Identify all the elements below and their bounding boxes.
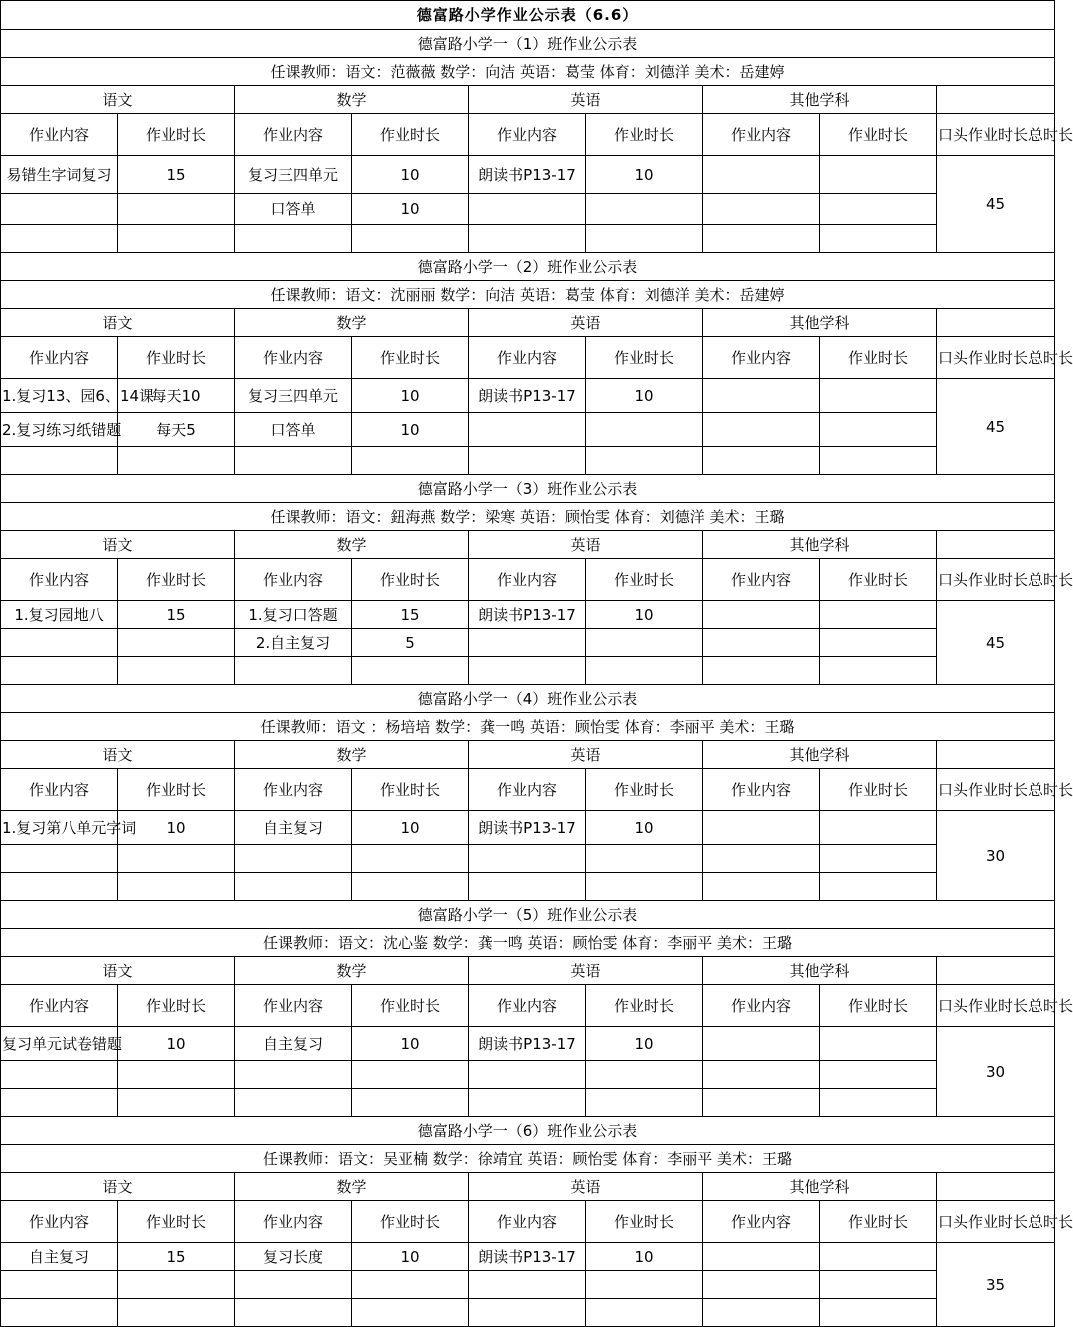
- duration-header: 作业时长: [352, 559, 469, 601]
- table-cell: [469, 1061, 586, 1089]
- table-cell: 10: [586, 1027, 703, 1061]
- table-cell: 15: [352, 601, 469, 629]
- duration-header: 作业时长: [118, 114, 235, 156]
- content-header: 作业内容: [469, 769, 586, 811]
- table-cell: 10: [352, 379, 469, 413]
- table-cell: [352, 447, 469, 475]
- subject-header: 语文: [1, 741, 235, 769]
- duration-header: 作业时长: [820, 559, 937, 601]
- subject-header: 数学: [235, 309, 469, 337]
- table-cell: [118, 447, 235, 475]
- content-header: 作业内容: [469, 985, 586, 1027]
- duration-header: 作业时长: [586, 114, 703, 156]
- duration-header: 作业时长: [820, 769, 937, 811]
- teacher-list: 任课教师：语文：沈丽丽 数学：向洁 英语：葛莹 体育：刘德洋 美术：岳建婷: [1, 281, 1055, 309]
- table-cell: [586, 194, 703, 225]
- table-cell: [820, 225, 937, 253]
- duration-header: 作业时长: [352, 985, 469, 1027]
- table-cell: [820, 1061, 937, 1089]
- content-header: 作业内容: [1, 769, 118, 811]
- class-title: 德富路小学一（1）班作业公示表: [1, 30, 1055, 58]
- table-cell: [820, 447, 937, 475]
- table-cell: [586, 1089, 703, 1117]
- content-header: 作业内容: [703, 114, 820, 156]
- table-cell: [1, 1089, 118, 1117]
- table-cell: [820, 156, 937, 194]
- table-cell: [586, 447, 703, 475]
- blank-header-cell: [937, 957, 1055, 985]
- table-cell: [820, 601, 937, 629]
- subject-header: 英语: [469, 957, 703, 985]
- subject-header: 语文: [1, 957, 235, 985]
- table-cell: 2.复习练习纸错题: [1, 413, 118, 447]
- duration-header: 作业时长: [586, 769, 703, 811]
- table-cell: 朗读书P13-17: [469, 156, 586, 194]
- table-cell: [1, 447, 118, 475]
- duration-header: 作业时长: [820, 114, 937, 156]
- oral-total-value: 30: [937, 811, 1055, 901]
- table-cell: [118, 1061, 235, 1089]
- table-cell: 10: [586, 1243, 703, 1271]
- subject-header: 英语: [469, 531, 703, 559]
- table-cell: [703, 194, 820, 225]
- table-cell: [469, 873, 586, 901]
- table-cell: [235, 1299, 352, 1327]
- subject-header: 数学: [235, 741, 469, 769]
- oral-total-header: 口头作业时长总时长: [937, 769, 1055, 811]
- duration-header: 作业时长: [352, 337, 469, 379]
- table-cell: 自主复习: [235, 811, 352, 845]
- table-cell: [820, 194, 937, 225]
- oral-total-header: 口头作业时长总时长: [937, 337, 1055, 379]
- duration-header: 作业时长: [352, 114, 469, 156]
- table-cell: [586, 845, 703, 873]
- content-header: 作业内容: [1, 114, 118, 156]
- oral-total-header: 口头作业时长总时长: [937, 985, 1055, 1027]
- subject-header: 语文: [1, 1173, 235, 1201]
- table-cell: 每天10: [118, 379, 235, 413]
- table-cell: [703, 1027, 820, 1061]
- content-header: 作业内容: [703, 985, 820, 1027]
- table-cell: 10: [352, 413, 469, 447]
- table-cell: [703, 1061, 820, 1089]
- table-cell: [820, 1271, 937, 1299]
- table-cell: [703, 629, 820, 657]
- content-header: 作业内容: [703, 559, 820, 601]
- table-cell: 10: [352, 1027, 469, 1061]
- table-cell: 1.复习13、园6、14课: [1, 379, 118, 413]
- blank-header-cell: [937, 531, 1055, 559]
- table-cell: [1, 1271, 118, 1299]
- table-cell: [469, 1299, 586, 1327]
- table-cell: [469, 1271, 586, 1299]
- table-cell: [118, 873, 235, 901]
- table-cell: [820, 413, 937, 447]
- table-cell: 朗读书P13-17: [469, 1243, 586, 1271]
- content-header: 作业内容: [235, 114, 352, 156]
- duration-header: 作业时长: [352, 769, 469, 811]
- table-cell: [820, 845, 937, 873]
- class-title: 德富路小学一（6）班作业公示表: [1, 1117, 1055, 1145]
- subject-header: 语文: [1, 531, 235, 559]
- table-cell: [820, 657, 937, 685]
- table-cell: [703, 1089, 820, 1117]
- table-cell: 自主复习: [1, 1243, 118, 1271]
- table-cell: 1.复习第八单元字词: [1, 811, 118, 845]
- table-cell: 易错生字词复习: [1, 156, 118, 194]
- table-cell: [586, 657, 703, 685]
- table-cell: [118, 845, 235, 873]
- subject-header: 数学: [235, 531, 469, 559]
- table-cell: 15: [118, 601, 235, 629]
- table-cell: [118, 1271, 235, 1299]
- table-cell: 复习长度: [235, 1243, 352, 1271]
- table-cell: 10: [586, 379, 703, 413]
- table-cell: [1, 657, 118, 685]
- table-cell: 1.复习园地八: [1, 601, 118, 629]
- table-cell: 10: [118, 1027, 235, 1061]
- table-cell: [820, 629, 937, 657]
- class-title: 德富路小学一（4）班作业公示表: [1, 685, 1055, 713]
- table-cell: [352, 225, 469, 253]
- subject-header: 其他学科: [703, 957, 937, 985]
- oral-total-value: 45: [937, 156, 1055, 253]
- table-cell: [469, 447, 586, 475]
- table-cell: [1, 194, 118, 225]
- table-cell: [820, 1299, 937, 1327]
- table-cell: [235, 873, 352, 901]
- table-cell: [352, 873, 469, 901]
- table-cell: [469, 629, 586, 657]
- table-cell: [118, 194, 235, 225]
- table-cell: 1.复习口答题: [235, 601, 352, 629]
- table-cell: [1, 629, 118, 657]
- table-cell: [820, 1027, 937, 1061]
- table-cell: 朗读书P13-17: [469, 601, 586, 629]
- table-cell: [235, 1089, 352, 1117]
- table-cell: [703, 1299, 820, 1327]
- table-cell: [469, 845, 586, 873]
- duration-header: 作业时长: [118, 559, 235, 601]
- content-header: 作业内容: [1, 559, 118, 601]
- subject-header: 英语: [469, 309, 703, 337]
- table-cell: 10: [352, 156, 469, 194]
- table-cell: [820, 1243, 937, 1271]
- content-header: 作业内容: [703, 337, 820, 379]
- teacher-list: 任课教师：语文：沈心鉴 数学：龚一鸣 英语：顾怡雯 体育：李丽平 美术：王璐: [1, 929, 1055, 957]
- subject-header: 其他学科: [703, 741, 937, 769]
- table-cell: [352, 657, 469, 685]
- table-cell: 复习三四单元: [235, 156, 352, 194]
- table-cell: [586, 1271, 703, 1299]
- table-cell: [469, 413, 586, 447]
- table-cell: 10: [118, 811, 235, 845]
- duration-header: 作业时长: [586, 1201, 703, 1243]
- duration-header: 作业时长: [586, 337, 703, 379]
- blank-header-cell: [937, 1173, 1055, 1201]
- content-header: 作业内容: [235, 769, 352, 811]
- table-cell: [703, 447, 820, 475]
- content-header: 作业内容: [1, 985, 118, 1027]
- table-cell: 5: [352, 629, 469, 657]
- duration-header: 作业时长: [118, 985, 235, 1027]
- table-cell: [703, 413, 820, 447]
- table-cell: [469, 1089, 586, 1117]
- table-cell: 10: [352, 194, 469, 225]
- table-cell: [235, 447, 352, 475]
- duration-header: 作业时长: [586, 559, 703, 601]
- table-cell: 10: [586, 156, 703, 194]
- table-cell: [235, 225, 352, 253]
- table-cell: 朗读书P13-17: [469, 379, 586, 413]
- table-cell: [352, 1089, 469, 1117]
- duration-header: 作业时长: [352, 1201, 469, 1243]
- subject-header: 数学: [235, 1173, 469, 1201]
- table-cell: [586, 629, 703, 657]
- table-cell: 10: [352, 811, 469, 845]
- table-cell: 15: [118, 1243, 235, 1271]
- table-cell: 复习单元试卷错题: [1, 1027, 118, 1061]
- subject-header: 英语: [469, 86, 703, 114]
- class-title: 德富路小学一（2）班作业公示表: [1, 253, 1055, 281]
- table-cell: [235, 657, 352, 685]
- blank-header-cell: [937, 86, 1055, 114]
- table-cell: 朗读书P13-17: [469, 1027, 586, 1061]
- subject-header: 数学: [235, 957, 469, 985]
- table-cell: [586, 1061, 703, 1089]
- subject-header: 其他学科: [703, 309, 937, 337]
- table-cell: [352, 1271, 469, 1299]
- oral-total-header: 口头作业时长总时长: [937, 114, 1055, 156]
- table-cell: 每天5: [118, 413, 235, 447]
- table-cell: 口答单: [235, 194, 352, 225]
- oral-total-header: 口头作业时长总时长: [937, 559, 1055, 601]
- class-title: 德富路小学一（3）班作业公示表: [1, 475, 1055, 503]
- content-header: 作业内容: [235, 1201, 352, 1243]
- subject-header: 其他学科: [703, 1173, 937, 1201]
- subject-header: 语文: [1, 309, 235, 337]
- table-cell: [469, 225, 586, 253]
- duration-header: 作业时长: [820, 985, 937, 1027]
- content-header: 作业内容: [1, 337, 118, 379]
- blank-header-cell: [937, 741, 1055, 769]
- content-header: 作业内容: [1, 1201, 118, 1243]
- content-header: 作业内容: [469, 337, 586, 379]
- duration-header: 作业时长: [118, 1201, 235, 1243]
- class-title: 德富路小学一（5）班作业公示表: [1, 901, 1055, 929]
- content-header: 作业内容: [469, 559, 586, 601]
- table-cell: [703, 873, 820, 901]
- blank-header-cell: [937, 309, 1055, 337]
- content-header: 作业内容: [469, 1201, 586, 1243]
- page-title: 德富路小学作业公示表（6.6）: [1, 1, 1055, 30]
- oral-total-header: 口头作业时长总时长: [937, 1201, 1055, 1243]
- table-cell: [469, 657, 586, 685]
- table-cell: 口答单: [235, 413, 352, 447]
- table-cell: [703, 845, 820, 873]
- table-cell: 自主复习: [235, 1027, 352, 1061]
- table-cell: [1, 1299, 118, 1327]
- table-cell: [820, 1089, 937, 1117]
- table-cell: [1, 1061, 118, 1089]
- content-header: 作业内容: [235, 985, 352, 1027]
- table-cell: 朗读书P13-17: [469, 811, 586, 845]
- table-cell: [118, 657, 235, 685]
- duration-header: 作业时长: [820, 337, 937, 379]
- table-cell: [235, 1271, 352, 1299]
- content-header: 作业内容: [703, 1201, 820, 1243]
- duration-header: 作业时长: [118, 337, 235, 379]
- table-cell: [1, 873, 118, 901]
- oral-total-value: 35: [937, 1243, 1055, 1327]
- table-cell: 10: [352, 1243, 469, 1271]
- teacher-list: 任课教师：语文：鈕海燕 数学：梁寒 英语：顾怡雯 体育：刘德洋 美术：王璐: [1, 503, 1055, 531]
- subject-header: 英语: [469, 1173, 703, 1201]
- content-header: 作业内容: [703, 769, 820, 811]
- duration-header: 作业时长: [820, 1201, 937, 1243]
- subject-header: 英语: [469, 741, 703, 769]
- table-cell: 2.自主复习: [235, 629, 352, 657]
- table-cell: [703, 225, 820, 253]
- table-cell: [703, 811, 820, 845]
- table-cell: [820, 379, 937, 413]
- content-header: 作业内容: [235, 559, 352, 601]
- table-cell: 15: [118, 156, 235, 194]
- table-cell: [1, 225, 118, 253]
- table-cell: 10: [586, 601, 703, 629]
- table-cell: [118, 1299, 235, 1327]
- subject-header: 语文: [1, 86, 235, 114]
- table-cell: [703, 156, 820, 194]
- table-cell: [352, 1061, 469, 1089]
- table-cell: [1, 845, 118, 873]
- duration-header: 作业时长: [586, 985, 703, 1027]
- table-cell: [586, 225, 703, 253]
- table-cell: [235, 845, 352, 873]
- teacher-list: 任课教师：语文 ：杨培培 数学：龚一鸣 英语：顾怡雯 体育：李丽平 美术：王璐: [1, 713, 1055, 741]
- table-cell: [469, 194, 586, 225]
- table-cell: 复习三四单元: [235, 379, 352, 413]
- table-cell: [586, 873, 703, 901]
- table-cell: [352, 1299, 469, 1327]
- content-header: 作业内容: [235, 337, 352, 379]
- teacher-list: 任课教师：语文：范薇薇 数学：向洁 英语：葛莹 体育：刘德洋 美术：岳建婷: [1, 58, 1055, 86]
- table-cell: [703, 657, 820, 685]
- teacher-list: 任课教师：语文：吴亚楠 数学：徐靖宜 英语：顾怡雯 体育：李丽平 美术：王璐: [1, 1145, 1055, 1173]
- table-cell: [703, 379, 820, 413]
- subject-header: 数学: [235, 86, 469, 114]
- table-cell: [586, 1299, 703, 1327]
- subject-header: 其他学科: [703, 86, 937, 114]
- table-cell: [703, 1271, 820, 1299]
- table-cell: [352, 845, 469, 873]
- table-cell: [703, 601, 820, 629]
- oral-total-value: 30: [937, 1027, 1055, 1117]
- duration-header: 作业时长: [118, 769, 235, 811]
- table-cell: [703, 1243, 820, 1271]
- table-cell: [586, 413, 703, 447]
- table-cell: [820, 873, 937, 901]
- content-header: 作业内容: [469, 114, 586, 156]
- table-cell: [118, 225, 235, 253]
- table-cell: [235, 1061, 352, 1089]
- oral-total-value: 45: [937, 379, 1055, 475]
- table-cell: [118, 1089, 235, 1117]
- table-cell: [118, 629, 235, 657]
- subject-header: 其他学科: [703, 531, 937, 559]
- oral-total-value: 45: [937, 601, 1055, 685]
- table-cell: 10: [586, 811, 703, 845]
- table-cell: [820, 811, 937, 845]
